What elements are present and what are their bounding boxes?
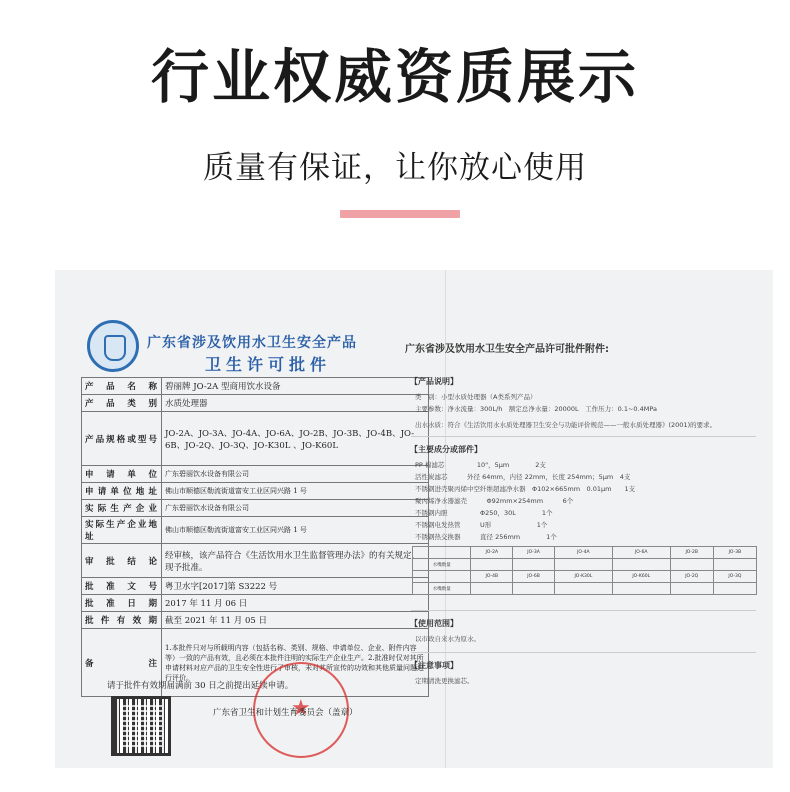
table-row [82, 378, 429, 395]
table-cell [513, 583, 555, 595]
table-cell [513, 559, 555, 571]
table-cell: 水嘴数量 [413, 583, 471, 595]
table-cell [471, 583, 513, 595]
section-divider [411, 436, 756, 437]
row-key: 申请单位 [82, 466, 162, 483]
certificate-org-title: 广东省涉及饮用水卫生安全产品 [147, 335, 357, 351]
table-cell: JO-4B [471, 571, 513, 583]
parts-line: PP 棉滤芯 10"，5μm 2支 [415, 461, 546, 469]
row-value: 佛山市顺德区勒流街道富安工业区同兴路 1 号 [162, 517, 429, 544]
row-value: 粤卫水字[2017]第 S3222 号 [162, 578, 429, 595]
table-row [413, 583, 757, 595]
table-cell: 水嘴数量 [413, 559, 471, 571]
desc-line: 出水水质：符合《生活饮用水水质处理器卫生安全与功能评价规范——一般水质处理器》(2001)的要求。 [415, 421, 717, 429]
parts-line: 聚丙烯净水器滤壳 Φ92mm×254mm 6个 [415, 497, 574, 505]
row-key: 实际生产企业 [82, 500, 162, 517]
table-row [82, 578, 429, 595]
table-cell: JO-2B [670, 547, 713, 559]
table-cell [612, 559, 670, 571]
table-cell: JO-K60L [612, 571, 670, 583]
row-key: 产品规格或型号 [82, 412, 162, 466]
row-value: 广东碧丽饮水设备有限公司 [162, 466, 429, 483]
table-cell [413, 547, 471, 559]
notes-text: 定期清洗更换滤芯。 [415, 677, 474, 685]
table-row [82, 412, 429, 466]
row-value: 佛山市顺德区勒流街道富安工业区同兴路 1 号 [162, 483, 429, 500]
parts-line: 活性炭滤芯 外径 64mm，内径 22mm，长度 254mm；5μm 4支 [415, 473, 631, 481]
health-emblem-icon [87, 320, 139, 372]
row-key: 产品名称 [82, 378, 162, 395]
model-table [412, 546, 757, 595]
table-cell: JO-2Q [670, 571, 713, 583]
qr-code-icon [111, 696, 171, 756]
table-row [82, 517, 429, 544]
table-row [82, 483, 429, 500]
attachment-title: 广东省涉及饮用水卫生安全产品许可批件附件: [405, 344, 609, 355]
row-value: 广东碧丽饮水设备有限公司 [162, 500, 429, 517]
table-row [82, 595, 429, 612]
table-cell: JO-4A [554, 547, 612, 559]
certificate-scan [55, 270, 773, 768]
row-key: 批件有效期 [82, 612, 162, 629]
row-key: 产品类别 [82, 395, 162, 412]
table-row [82, 395, 429, 412]
table-cell: JO-6A [612, 547, 670, 559]
desc-line: 主要参数：净水流量：300L/h 额定总净水量：20000L 工作压力：0.1~0.4MPa [415, 405, 657, 413]
validity-note: 请于批件有效期届满前 30 日之前提出延续申请。 [107, 681, 294, 691]
table-cell [713, 583, 756, 595]
table-cell [554, 583, 612, 595]
table-cell [670, 583, 713, 595]
section-divider [411, 610, 756, 611]
parts-line: 不锈钢电发热管 U形 1个 [415, 521, 548, 529]
table-cell: JO-3Q [713, 571, 756, 583]
table-row [413, 559, 757, 571]
row-value: 碧丽牌 JO-2A 型商用饮水设备 [162, 378, 429, 395]
table-cell: JO-3A [513, 547, 555, 559]
table-row [82, 500, 429, 517]
table-cell: JO-3B [713, 547, 756, 559]
table-cell [612, 583, 670, 595]
certificate-table [81, 377, 429, 697]
table-cell [554, 559, 612, 571]
row-key: 备注 [82, 629, 162, 697]
row-key: 申请单位地址 [82, 483, 162, 500]
section-parts: 【主要成分或部件】 [410, 445, 482, 454]
accent-divider [340, 210, 460, 218]
table-row [82, 544, 429, 578]
row-key: 实际生产企业地址 [82, 517, 162, 544]
table-row [82, 466, 429, 483]
row-value: 2017 年 11 月 06 日 [162, 595, 429, 612]
table-cell [670, 559, 713, 571]
table-cell: JO-6B [513, 571, 555, 583]
issuer-line: 广东省卫生和计划生育委员会（盖章） [213, 708, 358, 718]
row-value: 1.本批件只对与所载明内容（包括名称、类别、规格、申请单位、企业、附件内容等）一致的产品有效，且必须在本批件注明的实际生产企业生产。2.批准时仅对其所申请材料对应产品的卫生安全性进行了审核，未对其所宣传的功效和其他质量问题进行评价。 [162, 629, 429, 697]
row-key: 批准日期 [82, 595, 162, 612]
table-cell [413, 571, 471, 583]
page-subtitle: 质量有保证，让你放心使用 [203, 150, 587, 186]
table-cell: JO-K30L [554, 571, 612, 583]
row-value: 截至 2021 年 11 月 05 日 [162, 612, 429, 629]
table-cell [471, 559, 513, 571]
section-description: 【产品说明】 [410, 377, 458, 386]
table-row [413, 571, 757, 583]
parts-line: 不锈钢热交换器 直径 256mm 1个 [415, 533, 557, 541]
parts-line: 不锈钢进壳聚丙烯中空纤维超滤净水器 Φ102×665mm 0.01μm 1支 [415, 485, 636, 493]
page-title: 行业权威资质展示 [150, 43, 639, 111]
certificate-doc-title: 卫生许可批件 [205, 355, 332, 374]
section-usage: 【使用范围】 [410, 619, 458, 628]
table-row [82, 612, 429, 629]
parts-line: 不锈钢内胆 Φ250，30L 1个 [415, 509, 553, 517]
table-cell [713, 559, 756, 571]
usage-text: 以市政自来水为原水。 [415, 635, 480, 643]
row-value: 经审核，该产品符合《生活饮用水卫生监督管理办法》的有关规定，现予批准。 [162, 544, 429, 578]
row-key: 批准文号 [82, 578, 162, 595]
row-value: JO-2A、JO-3A、JO-4A、JO-6A、JO-2B、JO-3B、JO-4B、JO-6B、JO-2Q、JO-3Q、JO-K30L 、JO-K60L [162, 412, 429, 466]
section-notes: 【注意事项】 [410, 661, 458, 670]
desc-line: 类 别：小型水质处理器（A类系列产品） [415, 393, 537, 401]
table-row [413, 547, 757, 559]
row-key: 审批结论 [82, 544, 162, 578]
table-cell: JO-2A [471, 547, 513, 559]
section-divider [411, 652, 756, 653]
row-value: 水质处理器 [162, 395, 429, 412]
